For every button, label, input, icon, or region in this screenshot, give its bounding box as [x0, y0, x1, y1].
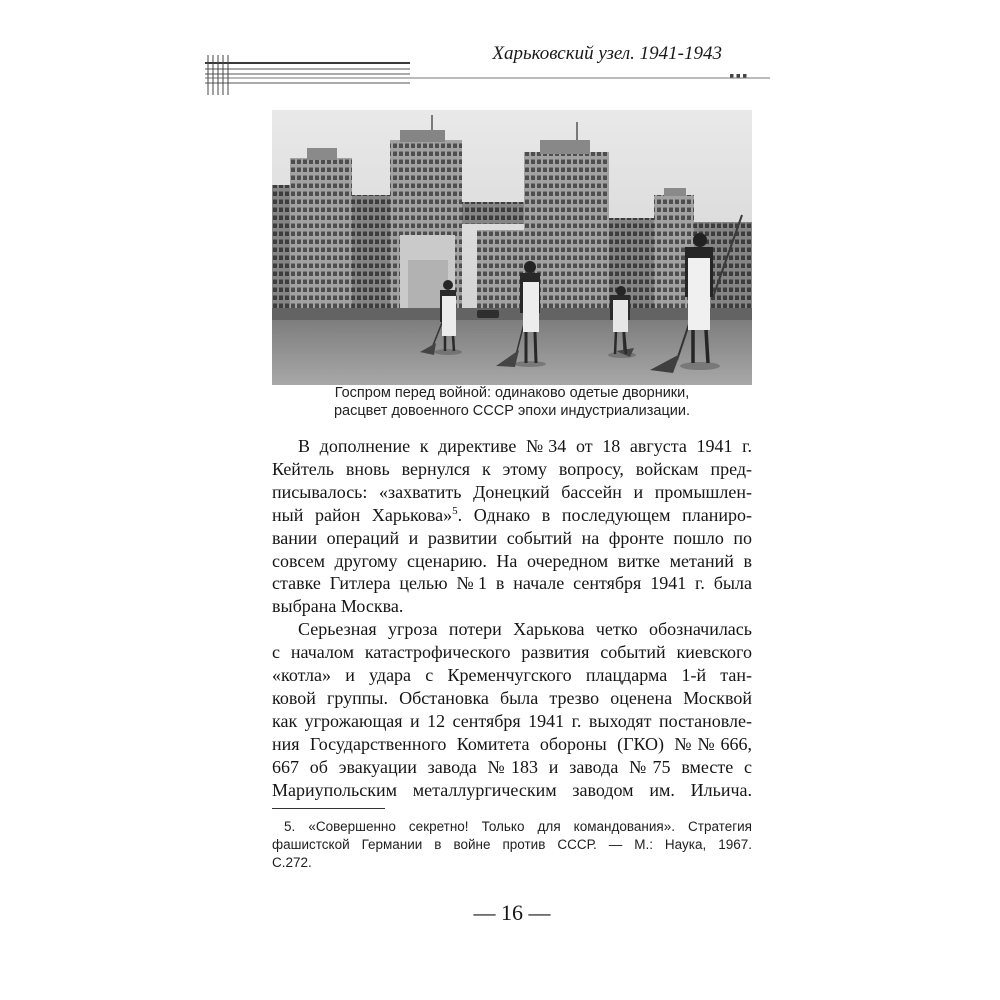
footnote-separator	[272, 808, 385, 809]
paragraph-2	[272, 618, 752, 801]
sweeper-leg	[615, 332, 616, 354]
body-line: Серьезная угроза потери Харькова четко обозначилась	[298, 619, 752, 640]
body-line: ковой группы. Обстановка была трезво оценена Москвой	[272, 687, 752, 708]
caption-line: Госпром перед войной: одинаково одетые дворники,	[334, 385, 690, 401]
body-line: с началом катастрофического развития событий киевского	[272, 642, 752, 663]
sweeper-apron	[523, 282, 539, 332]
sweeper-shadow	[680, 362, 720, 370]
sweeper-leg	[535, 332, 536, 363]
footnote-line: С.272.	[272, 855, 312, 870]
sweeper-head	[524, 261, 536, 273]
body-line: «котла» и удара с Кременчугского плацдарма 1-й тан-	[272, 665, 752, 686]
body-line: 667 об эвакуации завода №183 и завода №75 вместе с	[272, 756, 752, 777]
photo-tower-top	[540, 140, 590, 154]
body-line: выбрана Москва.	[272, 596, 404, 617]
caption-line: расцвет довоенного СССР эпохи индустриализации.	[333, 403, 691, 419]
sweeper-shadow	[514, 361, 546, 367]
photo-street-band	[272, 308, 752, 322]
sweeper-leg	[706, 330, 708, 363]
photo-skybridge	[462, 202, 524, 224]
sweeper-head	[443, 280, 453, 290]
sweeper-head	[693, 233, 707, 247]
sweeper-leg	[453, 336, 454, 351]
page-number: — 16 —	[473, 900, 551, 925]
ornament-dot	[743, 74, 747, 78]
photo-building-top	[307, 148, 337, 160]
footnote-reference: 5	[452, 504, 458, 517]
body-line: вании операций и развитии событий на фронте пошло по	[272, 527, 752, 548]
paragraph-1	[272, 435, 752, 618]
photo-building	[290, 158, 352, 315]
photo-caption	[272, 384, 752, 420]
body-line: Мариупольским металлургическим заводом им. Ильича.	[272, 779, 752, 800]
body-line: совсем другому сценарию. На очередном витке метаний в	[272, 550, 752, 571]
photo-building	[477, 230, 524, 315]
body-line: Кейтель вновь вернулся к этому вопросу, войскам пред-	[272, 458, 752, 479]
sweeper-shadow	[434, 349, 462, 355]
ornament-dot	[730, 74, 734, 78]
footnote	[272, 818, 752, 872]
body-text	[272, 435, 752, 802]
body-line: В дополнение к директиве №34 от 18 августа 1941 г.	[298, 436, 752, 456]
footnote-line: фашистской Германии в войне против СССР. — М.: Наука, 1967.	[272, 837, 752, 852]
sweeper-apron	[613, 300, 628, 332]
photo-gosprom	[272, 110, 752, 385]
footnote-line: 5. «Совершенно секретно! Только для командования». Стратегия	[284, 819, 752, 834]
body-line: ставке Гитлера целью №1 в начале сентября 1941 г. была	[272, 573, 752, 594]
photo-car	[477, 310, 499, 318]
photo-building-top	[664, 188, 686, 196]
body-line: писывалось: «захватить Донецкий бассейн и промышлен-	[272, 481, 752, 502]
running-header-title: Харьковский узел. 1941-1943	[492, 43, 722, 64]
body-line-text: ный район Харькова»	[272, 504, 453, 525]
body-line	[272, 504, 752, 527]
photo-building	[272, 185, 290, 315]
ornament-dot	[737, 74, 741, 78]
body-line: как угрожающая и 12 сентября 1941 г. выходят постановле-	[272, 710, 752, 731]
photo-building	[352, 195, 392, 315]
body-line: ния Государственного Комитета обороны (ГКО) №№666,	[272, 733, 752, 754]
sweeper-head	[616, 286, 626, 296]
sweeper-apron	[688, 258, 710, 330]
sweeper-apron	[442, 296, 456, 336]
photo-tower-top	[400, 130, 445, 142]
body-line-text: . Однако в последующем планиро-	[457, 504, 752, 525]
